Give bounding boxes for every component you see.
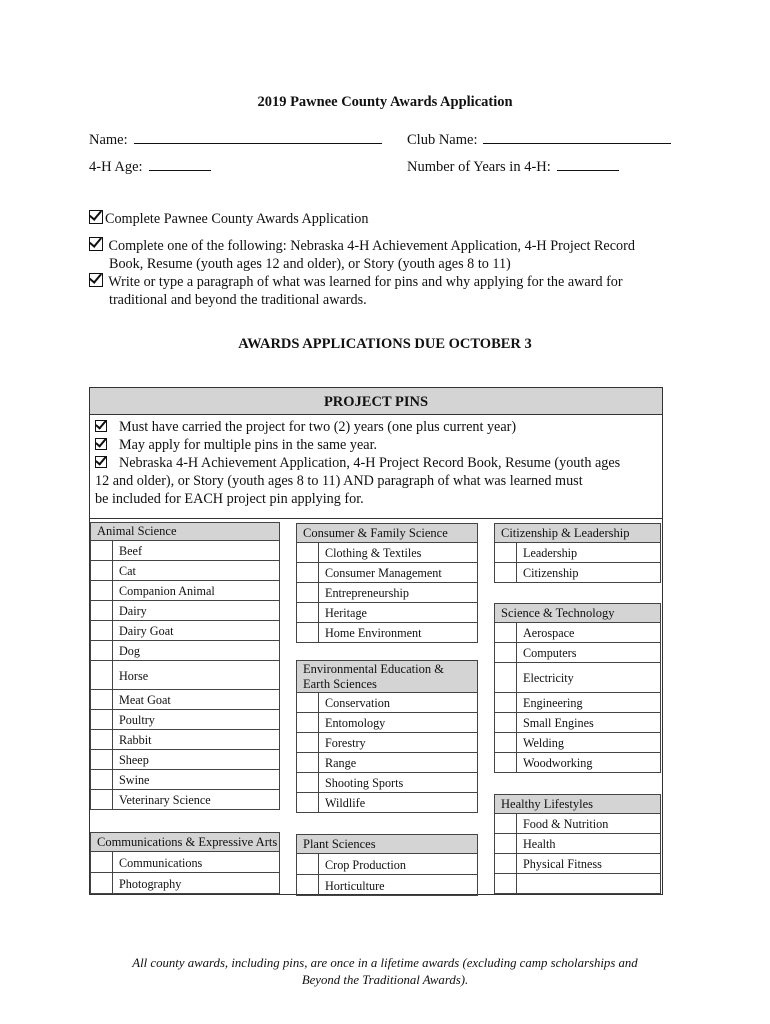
project-row (296, 733, 478, 753)
years-field (407, 158, 619, 176)
club-field (407, 131, 671, 149)
project-row (90, 873, 280, 894)
project-label: Communications (119, 855, 203, 870)
project-label: Companion Animal (119, 584, 215, 598)
project-checkbox[interactable] (91, 852, 113, 872)
project-label: Welding (523, 736, 564, 750)
project-row (494, 814, 661, 834)
project-label: Conservation (325, 696, 390, 710)
footer-note: All county awards, including pins, are once in a lifetime awards (excluding camp scholarships and Beyond the Traditional Awards). (132, 956, 638, 987)
project-label: Forestry (325, 736, 366, 750)
project-checkbox[interactable] (297, 793, 319, 812)
project-row (90, 710, 280, 730)
age-label: 4-H Age: (89, 159, 143, 175)
age-field (89, 158, 211, 176)
project-row (494, 623, 661, 643)
project-checkbox[interactable] (495, 713, 517, 732)
project-label: Consumer Management (325, 566, 442, 580)
pins-rule: Nebraska 4-H Achievement Application, 4-H Project Record Book, Resume (youth ages (95, 454, 620, 472)
category-header: Citizenship & Leadership (494, 523, 661, 543)
project-checkbox[interactable] (495, 693, 517, 712)
checkbox-checked-icon[interactable] (89, 273, 103, 287)
project-checkbox[interactable] (297, 543, 319, 562)
project-label: Electricity (523, 671, 574, 685)
project-checkbox[interactable] (91, 581, 113, 600)
project-row (90, 790, 280, 810)
project-row (296, 875, 478, 896)
checkbox-checked-icon[interactable] (89, 237, 103, 251)
project-checkbox[interactable] (297, 875, 319, 895)
project-row (494, 713, 661, 733)
project-row (494, 733, 661, 753)
project-checkbox[interactable] (91, 621, 113, 640)
project-label: Physical Fitness (523, 857, 602, 871)
project-row (90, 690, 280, 710)
project-row (494, 753, 661, 773)
project-checkbox[interactable] (297, 854, 319, 874)
category-header: Science & Technology (494, 603, 661, 623)
project-checkbox[interactable] (495, 874, 517, 893)
project-row (494, 543, 661, 563)
checkbox-checked-icon (95, 420, 107, 432)
name-label: Name: (89, 132, 128, 148)
project-checkbox[interactable] (297, 603, 319, 622)
project-label: Citizenship (523, 566, 579, 580)
category-header: Animal Science (90, 522, 280, 541)
category-header: Plant Sciences (296, 834, 478, 854)
project-checkbox[interactable] (495, 814, 517, 833)
project-label: Leadership (523, 546, 578, 560)
project-checkbox[interactable] (91, 661, 113, 689)
project-row (90, 641, 280, 661)
project-label: Heritage (325, 606, 367, 620)
project-label: Horticulture (325, 878, 385, 893)
project-label: Clothing & Textiles (325, 546, 422, 560)
project-label: Dairy Goat (119, 624, 174, 638)
age-input-line[interactable] (149, 158, 211, 171)
project-checkbox[interactable] (91, 790, 113, 809)
pins-rule: May apply for multiple pins in the same year. (95, 436, 377, 454)
project-label: Shooting Sports (325, 776, 404, 790)
project-checkbox[interactable] (297, 713, 319, 732)
project-label: Crop Production (325, 857, 406, 872)
requirement-item: Write or type a paragraph of what was learned for pins and why applying for the award for (89, 273, 623, 291)
pins-rule-cont: be included for EACH project pin applying for. (95, 491, 364, 507)
requirement-item-cont: Book, Resume (youth ages 12 and older), or Story (youth ages 8 to 11) (109, 256, 511, 272)
category-header: Environmental Education & Earth Sciences (296, 660, 478, 693)
project-checkbox[interactable] (495, 643, 517, 662)
project-checkbox[interactable] (297, 623, 319, 642)
project-row (494, 563, 661, 583)
project-label: Aerospace (523, 626, 575, 640)
project-row (296, 713, 478, 733)
category-header: Healthy Lifestyles (494, 794, 661, 814)
project-row (90, 661, 280, 690)
project-row (296, 854, 478, 875)
pins-rule: Must have carried the project for two (2) years (one plus current year) (95, 418, 516, 436)
project-row (494, 834, 661, 854)
project-label: Beef (119, 544, 143, 558)
project-checkbox[interactable] (495, 854, 517, 873)
project-label: Range (325, 756, 357, 770)
requirement-item-cont: traditional and beyond the traditional awards. (109, 292, 367, 308)
page-title: 2019 Pawnee County Awards Application (257, 94, 513, 110)
project-checkbox[interactable] (297, 583, 319, 602)
project-checkbox[interactable] (91, 601, 113, 620)
project-label: Photography (119, 876, 182, 891)
project-label: Meat Goat (119, 693, 171, 707)
project-label: Horse (119, 668, 149, 683)
years-label: Number of Years in 4-H: (407, 159, 551, 175)
project-checkbox[interactable] (91, 541, 113, 560)
project-row (494, 663, 661, 693)
project-checkbox[interactable] (91, 730, 113, 749)
project-checkbox[interactable] (91, 561, 113, 580)
project-checkbox[interactable] (91, 873, 113, 893)
project-label: Food & Nutrition (523, 817, 609, 831)
project-label: Dog (119, 644, 140, 658)
project-row (296, 583, 478, 603)
club-input-line[interactable] (483, 131, 671, 144)
requirement-item: Complete one of the following: Nebraska 4-H Achievement Application, 4-H Project Record (89, 237, 635, 255)
project-checkbox[interactable] (297, 773, 319, 792)
project-label: Poultry (119, 713, 155, 727)
project-label: Entrepreneurship (325, 586, 409, 600)
project-row (296, 543, 478, 563)
project-checkbox[interactable] (495, 733, 517, 752)
project-label: Entomology (325, 716, 386, 730)
project-label: Wildlife (325, 796, 366, 810)
project-checkbox[interactable] (297, 753, 319, 772)
project-row (296, 773, 478, 793)
years-input-line[interactable] (557, 158, 619, 171)
pins-rule-cont: 12 and older), or Story (youth ages 8 to 11) AND paragraph of what was learned must (95, 473, 583, 489)
project-row (296, 793, 478, 813)
project-row (90, 601, 280, 621)
name-input-line[interactable] (134, 131, 382, 144)
project-label: Engineering (523, 696, 583, 710)
project-row (494, 643, 661, 663)
project-label: Home Environment (325, 626, 422, 640)
checkbox-checked-icon[interactable] (89, 210, 103, 224)
category-header: Consumer & Family Science (296, 523, 478, 543)
project-row (90, 561, 280, 581)
project-checkbox[interactable] (297, 733, 319, 752)
project-row (296, 753, 478, 773)
project-label: Small Engines (523, 716, 594, 730)
project-label: Dairy (119, 604, 147, 618)
project-label: Health (523, 837, 556, 851)
project-pins-header: PROJECT PINS (90, 388, 662, 415)
project-checkbox[interactable] (297, 693, 319, 712)
project-row (90, 541, 280, 561)
project-checkbox[interactable] (91, 770, 113, 789)
due-date-notice: AWARDS APPLICATIONS DUE OCTOBER 3 (238, 336, 532, 352)
project-row (296, 563, 478, 583)
project-row (494, 693, 661, 713)
project-checkbox[interactable] (91, 690, 113, 709)
project-row (296, 623, 478, 643)
project-checkbox[interactable] (495, 543, 517, 562)
requirement-item: Complete Pawnee County Awards Application (89, 210, 369, 228)
divider (90, 518, 662, 519)
project-label: Rabbit (119, 733, 152, 747)
project-checkbox[interactable] (91, 710, 113, 729)
project-checkbox[interactable] (495, 663, 517, 692)
project-label: Veterinary Science (119, 793, 211, 807)
project-checkbox[interactable] (495, 563, 517, 582)
project-checkbox[interactable] (495, 753, 517, 772)
project-row (90, 750, 280, 770)
checkbox-checked-icon (95, 456, 107, 468)
project-row (494, 874, 661, 894)
project-checkbox[interactable] (495, 623, 517, 642)
project-row (90, 621, 280, 641)
project-checkbox[interactable] (297, 563, 319, 582)
project-row (296, 693, 478, 713)
project-row (90, 852, 280, 873)
project-row (90, 581, 280, 601)
project-checkbox[interactable] (91, 641, 113, 660)
project-checkbox[interactable] (91, 750, 113, 769)
club-label: Club Name: (407, 132, 478, 148)
project-label: Sheep (119, 753, 149, 767)
name-field (89, 131, 382, 149)
project-label: Swine (119, 773, 150, 787)
project-row (494, 854, 661, 874)
project-row (296, 603, 478, 623)
project-row (90, 770, 280, 790)
project-label: Cat (119, 564, 136, 578)
project-checkbox[interactable] (495, 834, 517, 853)
category-header: Communications & Expressive Arts (90, 832, 280, 852)
project-label: Woodworking (523, 756, 593, 770)
project-row (90, 730, 280, 750)
checkbox-checked-icon (95, 438, 107, 450)
project-label: Computers (523, 646, 577, 660)
